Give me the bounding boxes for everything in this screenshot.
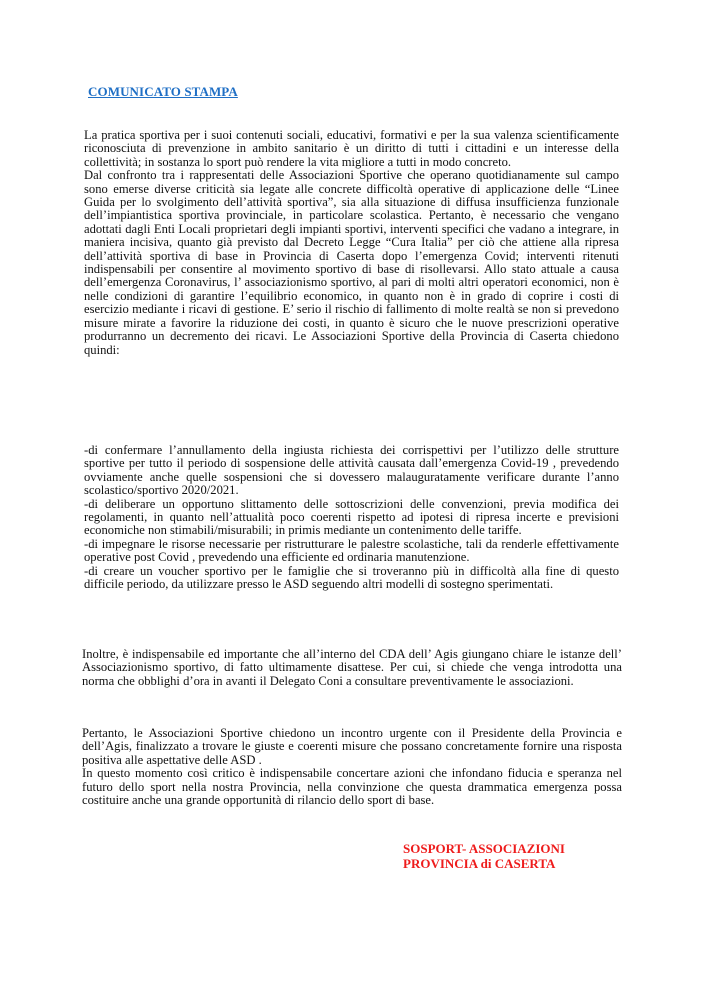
signature-line-2: PROVINCIA di CASERTA <box>403 856 556 871</box>
demand-item-4: -di creare un voucher sportivo per le famiglie che si troveranno più in difficoltà alla fine di questo difficile periodo, da utilizzare presso le ASD seguendo altri modelli di sostegno sperimentati. <box>84 563 619 592</box>
meeting-paragraph-1: Pertanto, le Associazioni Sportive chiedono un incontro urgente con il Presidente della Provincia e dell’Agis, finalizzato a trovare le giuste e coerenti misure che possano concretamente fornire una risposta positiva alle aspettative delle ASD . <box>82 726 622 767</box>
document-title: COMUNICATO STAMPA <box>88 84 238 99</box>
agis-paragraph: Inoltre, è indispensabile ed importante che all’interno del CDA dell’ Agis giungano chiare le istanze dell’ Associazionismo sportivo, di fatto ultimamente disattese. Per cui, si chiede che venga introdotta una norma che obblighi d’ora in avanti il Delegato Coni a consultare preventivamente le associazioni. <box>82 647 622 688</box>
intro-section <box>84 129 619 357</box>
signature-line-1: SOSPORT- ASSOCIAZIONI <box>403 841 565 856</box>
intro-paragraph-1: La pratica sportiva per i suoi contenuti sociali, educativi, formativi e per la sua valenza scientificamente riconosciuta di prevenzione in ambito sanitario è un diritto di tutti i cittadini e un interesse della collettività; in sostanza lo sport può rendere la vita migliore a tutti in modo concreto. <box>84 128 619 169</box>
demand-item-1: -di confermare l’annullamento della ingiusta richiesta dei corrispettivi per l’utilizzo delle strutture sportive per tutto il periodo di sospensione delle attività causata dall’emergenza Covid-19 , prevedendo ovviamente anche quelle sospensioni che si dovessero malauguratamente verificare durante l’anno scolastico/sportivo 2020/2021. <box>84 443 619 498</box>
signature-block <box>403 841 565 871</box>
demand-item-2: -di deliberare un opportuno slittamento delle sottoscrizioni delle convenzioni, previa modifica dei regolamenti, in quanto nell’attualità poco coerenti rispetto ad ipotesi di ripresa incerte e previsioni economiche non stimabili/misurabili; in primis mediante un contenimento delle tariffe. <box>84 496 619 538</box>
agis-section <box>82 648 622 688</box>
meeting-section <box>82 727 622 807</box>
demands-list <box>84 444 619 591</box>
meeting-paragraph-2: In questo momento così critico è indispensabile concertare azioni che infondano fiducia e speranza nel futuro dello sport nella nostra Provincia, nella convinzione che questa drammatica emergenza possa costituire anche una grande opportunità di rilancio dello sport di base. <box>82 766 622 808</box>
demand-item-3: -di impegnare le risorse necessarie per ristrutturare le palestre scolastiche, tali da renderle effettivamente operative post Covid , prevedendo una efficiente ed ordinaria manutenzione. <box>84 536 619 565</box>
intro-paragraph-2: Dal confronto tra i rappresentati delle Associazioni Sportive che operano quotidianamente sul campo sono emerse diverse criticità sia legate alle concrete difficoltà operative di applicazione delle “Linee Guida per lo svolgimento dell’attività sportiva”, sia alla situazione di diffusa insufficienza funzionale dell’impiantistica sportiva provinciale, in particolare scolastica. Pertanto, è necessario che vengano adottati dagli Enti Locali proprietari degli impianti sportivi, interventi specifici che vadano a integrare, in maniera incisiva, quanto già previsto dal Decreto Legge “Cura Italia” per ciò che attiene alla ripresa dell’attività sportiva di base in Provincia di Caserta dopo l’emergenza Covid; interventi ritenuti indispensabili per consentire al movimento sportivo di base di risollevarsi. Allo stato attuale a causa dell’emergenza Coronavirus, l’ associazionismo sportivo, al pari di molti altri operatori economici, non è nelle condizioni di garantire l’equilibrio economico, in quanto non è in grado di coprire i costi di esercizio mediante i ricavi di gestione. E’ serio il rischio di fallimento di molte realtà se non si prevedono misure mirate a favorire la riduzione dei costi, in quanto è sicuro che le nuove prescrizioni operative produrranno un decremento dei ricavi. Le Associazioni Sportive della Provincia di Caserta chiedono quindi: <box>84 168 619 357</box>
